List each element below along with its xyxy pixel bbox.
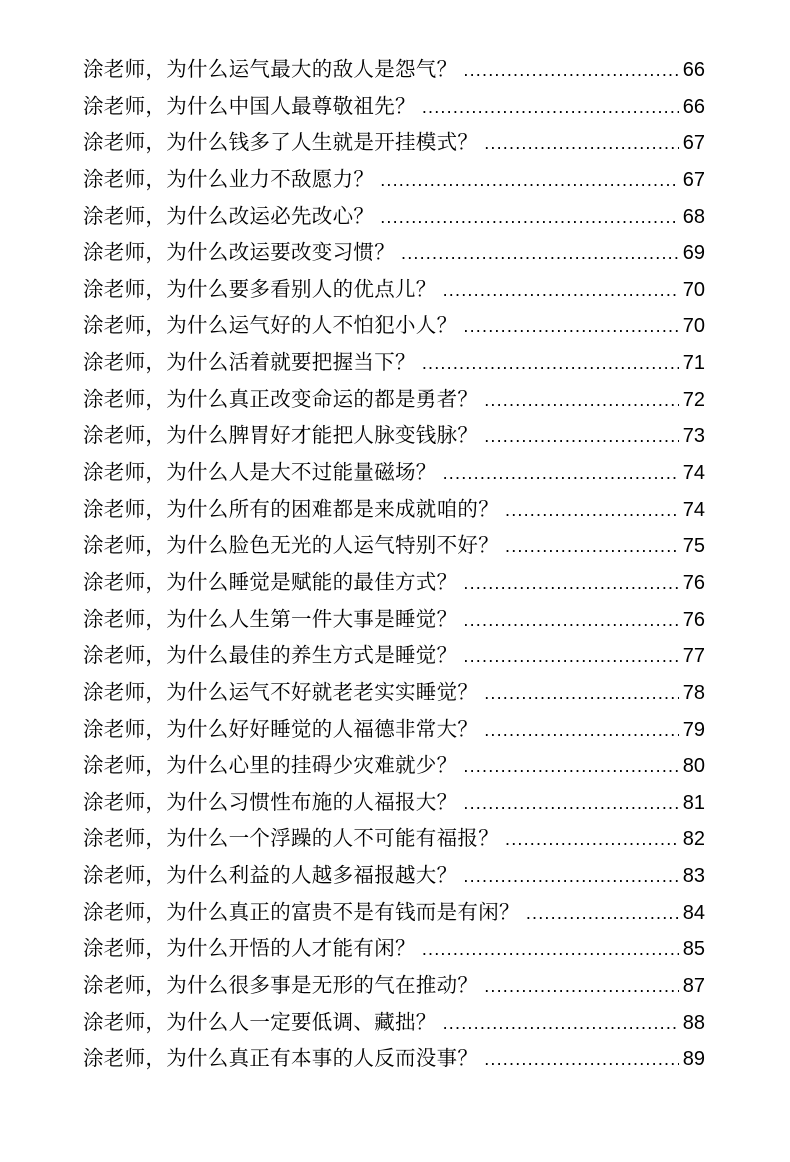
toc-entry-title: 涂老师，为什么要多看别人的优点儿？ bbox=[83, 276, 437, 301]
toc-dot-leader bbox=[505, 821, 679, 858]
toc-dot-leader bbox=[463, 52, 678, 89]
toc-entry[interactable] bbox=[83, 198, 705, 235]
toc-entry[interactable] bbox=[83, 88, 705, 125]
toc-entry[interactable] bbox=[83, 601, 705, 638]
toc-entry[interactable] bbox=[83, 857, 705, 894]
toc-page-number: 89 bbox=[682, 1048, 705, 1071]
toc-entry-title: 涂老师，为什么人生第一件大事是睡觉？ bbox=[83, 606, 458, 631]
toc-dot-leader bbox=[526, 895, 679, 932]
toc-page-number: 77 bbox=[682, 645, 705, 668]
toc-dot-leader bbox=[401, 235, 679, 272]
toc-entry[interactable] bbox=[83, 344, 705, 381]
toc-dot-leader bbox=[463, 565, 678, 602]
toc-entry-title: 涂老师，为什么最佳的养生方式是睡觉？ bbox=[83, 643, 458, 668]
toc-entry-title: 涂老师，为什么人一定要低调、藏拙？ bbox=[83, 1009, 437, 1034]
toc-page-number: 87 bbox=[682, 975, 705, 998]
toc-entry[interactable] bbox=[83, 894, 705, 931]
toc-entry[interactable] bbox=[83, 381, 705, 418]
toc-entry[interactable] bbox=[83, 1004, 705, 1041]
toc-entry[interactable] bbox=[83, 527, 705, 564]
toc-page-number: 66 bbox=[682, 59, 705, 81]
toc-entry-title: 涂老师，为什么钱多了人生就是开挂模式？ bbox=[83, 130, 479, 155]
toc-dot-leader bbox=[484, 1041, 679, 1078]
toc-page-number: 76 bbox=[682, 571, 705, 594]
toc-entry-title: 涂老师，为什么改运必先改心？ bbox=[83, 203, 375, 228]
toc-dot-leader bbox=[484, 382, 679, 419]
toc-page-number: 74 bbox=[682, 462, 705, 485]
toc-page-number: 70 bbox=[682, 315, 705, 338]
toc-entry[interactable] bbox=[83, 454, 705, 491]
toc-entry[interactable] bbox=[83, 711, 705, 748]
toc-dot-leader bbox=[380, 199, 679, 236]
toc-entry[interactable] bbox=[83, 930, 705, 967]
toc-dot-leader bbox=[422, 89, 679, 126]
toc-entry-title: 涂老师，为什么业力不敌愿力？ bbox=[83, 166, 375, 191]
toc-page-number: 85 bbox=[682, 938, 705, 961]
toc-dot-leader bbox=[484, 712, 679, 749]
toc-page-number: 73 bbox=[682, 425, 705, 448]
toc-entry-title: 涂老师，为什么真正改变命运的都是勇者？ bbox=[83, 386, 479, 411]
toc-page-number: 80 bbox=[682, 755, 705, 778]
toc-entry[interactable] bbox=[83, 674, 705, 711]
toc-entry[interactable] bbox=[83, 51, 705, 88]
toc-page-number: 76 bbox=[682, 608, 705, 631]
toc-dot-leader bbox=[484, 675, 679, 712]
toc-entry[interactable] bbox=[83, 271, 705, 308]
toc-page-number: 68 bbox=[682, 205, 705, 228]
toc-entry-title: 涂老师，为什么所有的困难都是来成就咱的？ bbox=[83, 496, 499, 521]
toc-entry[interactable] bbox=[83, 124, 705, 161]
toc-page-number: 79 bbox=[682, 718, 705, 741]
toc-page-number: 88 bbox=[682, 1011, 705, 1034]
toc-entry[interactable] bbox=[83, 637, 705, 674]
toc-dot-leader bbox=[443, 272, 679, 309]
toc-dot-leader bbox=[422, 345, 679, 382]
toc-entry-title: 涂老师，为什么运气好的人不怕犯小人？ bbox=[83, 313, 458, 338]
toc-dot-leader bbox=[463, 308, 678, 345]
toc-page-number: 81 bbox=[682, 791, 705, 814]
toc-entry-title: 涂老师，为什么很多事是无形的气在推动？ bbox=[83, 973, 479, 998]
toc-entry[interactable] bbox=[83, 564, 705, 601]
toc-entry-title: 涂老师，为什么真正的富贵不是有钱而是有闲？ bbox=[83, 899, 520, 924]
toc-entry[interactable] bbox=[83, 820, 705, 857]
toc-entry-title: 涂老师，为什么心里的挂碍少灾难就少？ bbox=[83, 753, 458, 778]
toc-page-number: 69 bbox=[682, 242, 705, 265]
toc-dot-leader bbox=[443, 455, 679, 492]
toc-page-number: 83 bbox=[682, 865, 705, 888]
toc-dot-leader bbox=[463, 858, 678, 895]
toc-dot-leader bbox=[463, 638, 678, 675]
toc-page-number: 82 bbox=[682, 828, 705, 851]
toc-page-number: 67 bbox=[682, 168, 705, 191]
toc-entry-title: 涂老师，为什么脾胃好才能把人脉变钱脉？ bbox=[83, 423, 479, 448]
toc-page-number: 70 bbox=[682, 278, 705, 301]
toc-dot-leader bbox=[484, 418, 679, 455]
toc-dot-leader bbox=[463, 785, 678, 822]
toc-page-number: 66 bbox=[682, 95, 705, 118]
toc-dot-leader bbox=[380, 162, 679, 199]
toc-entry[interactable] bbox=[83, 417, 705, 454]
toc-dot-leader bbox=[505, 492, 679, 529]
toc-entry-title: 涂老师，为什么中国人最尊敬祖先？ bbox=[83, 93, 416, 118]
toc-dot-leader bbox=[484, 968, 679, 1005]
toc-entry-title: 涂老师，为什么睡觉是赋能的最佳方式？ bbox=[83, 569, 458, 594]
toc-dot-leader bbox=[463, 602, 678, 639]
toc-entry[interactable] bbox=[83, 967, 705, 1004]
toc-page-number: 72 bbox=[682, 388, 705, 411]
toc-entry[interactable] bbox=[83, 784, 705, 821]
toc-entry-title: 涂老师，为什么运气最大的敌人是怨气？ bbox=[83, 57, 458, 81]
toc-dot-leader bbox=[505, 528, 679, 565]
toc-page-number: 78 bbox=[682, 681, 705, 704]
toc-page-number: 74 bbox=[682, 498, 705, 521]
toc-entry-title: 涂老师，为什么真正有本事的人反而没事？ bbox=[83, 1046, 479, 1071]
toc-page-number: 71 bbox=[682, 352, 705, 375]
toc-entry-title: 涂老师，为什么习惯性布施的人福报大？ bbox=[83, 789, 458, 814]
toc-dot-leader bbox=[443, 1005, 679, 1042]
toc-entry-title: 涂老师，为什么开悟的人才能有闲？ bbox=[83, 936, 416, 961]
toc-dot-leader bbox=[463, 748, 678, 785]
toc-dot-leader bbox=[422, 931, 679, 968]
toc-page-number: 67 bbox=[682, 132, 705, 155]
toc-entry[interactable] bbox=[83, 234, 705, 271]
table-of-contents bbox=[83, 51, 705, 1077]
toc-entry-title: 涂老师，为什么活着就要把握当下？ bbox=[83, 350, 416, 375]
toc-page-number: 84 bbox=[682, 901, 705, 924]
toc-entry-title: 涂老师，为什么利益的人越多福报越大？ bbox=[83, 863, 458, 888]
toc-entry-title: 涂老师，为什么好好睡觉的人福德非常大？ bbox=[83, 716, 479, 741]
toc-dot-leader bbox=[484, 125, 679, 162]
toc-entry[interactable] bbox=[83, 747, 705, 784]
toc-entry[interactable] bbox=[83, 161, 705, 198]
toc-entry[interactable] bbox=[83, 491, 705, 528]
toc-entry[interactable] bbox=[83, 307, 705, 344]
toc-entry-title: 涂老师，为什么脸色无光的人运气特别不好？ bbox=[83, 533, 499, 558]
toc-entry[interactable] bbox=[83, 1040, 705, 1077]
toc-page-number: 75 bbox=[682, 535, 705, 558]
toc-entry-title: 涂老师，为什么一个浮躁的人不可能有福报？ bbox=[83, 826, 499, 851]
toc-entry-title: 涂老师，为什么运气不好就老老实实睡觉？ bbox=[83, 679, 479, 704]
toc-entry-title: 涂老师，为什么人是大不过能量磁场？ bbox=[83, 460, 437, 485]
toc-entry-title: 涂老师，为什么改运要改变习惯？ bbox=[83, 240, 395, 265]
